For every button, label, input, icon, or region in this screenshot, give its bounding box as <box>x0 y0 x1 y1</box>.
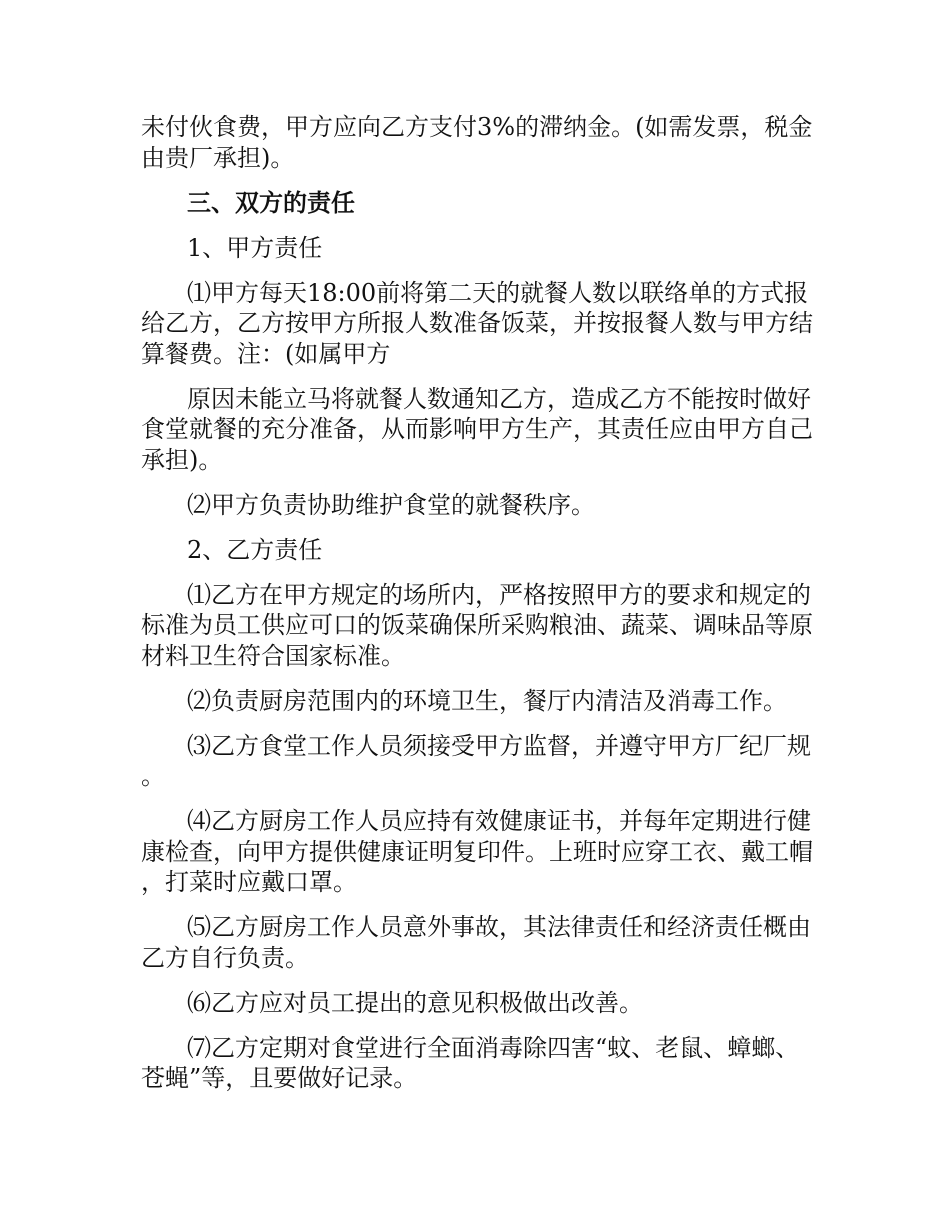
paragraph-a-item-1: ⑴甲方每天18:00前将第二天的就餐人数以联络单的方式报给乙方，乙方按甲方所报人数准备饭菜，并按报餐人数与甲方结算餐费。注：(如属甲方 <box>141 278 813 368</box>
paragraph-b-item-1: ⑴乙方在甲方规定的场所内，严格按照甲方的要求和规定的标准为员工供应可口的饭菜确保所采购粮油、蔬菜、调味品等原材料卫生符合国家标准。 <box>141 580 813 670</box>
subheading-party-a: 1、甲方责任 <box>187 233 323 262</box>
section-heading-responsibilities: 三、双方的责任 <box>187 187 355 217</box>
paragraph-b-item-2: ⑵负责厨房范围内的环境卫生，餐厅内清洁及消毒工作。 <box>187 686 787 715</box>
paragraph-late-fee: 未付伙食费，甲方应向乙方支付3%的滞纳金。(如需发票，税金由贵厂承担)。 <box>141 113 813 172</box>
paragraph-b-item-6: ⑹乙方应对员工提出的意见积极做出改善。 <box>187 988 643 1017</box>
subheading-party-b: 2、乙方责任 <box>187 535 323 564</box>
paragraph-a-item-1-cont: 原因未能立马将就餐人数通知乙方，造成乙方不能按时做好食堂就餐的充分准备，从而影响甲方生产，其责任应由甲方自己承担)。 <box>141 384 813 474</box>
paragraph-b-item-4: ⑷乙方厨房工作人员应持有效健康证书，并每年定期进行健康检查，向甲方提供健康证明复印件。上班时应穿工衣、戴工帽，打菜时应戴口罩。 <box>141 807 813 896</box>
document-body <box>141 112 813 1108</box>
paragraph-b-item-7: ⑺乙方定期对食堂进行全面消毒除四害“蚊、老鼠、蟑螂、苍蝇”等，且要做好记录。 <box>141 1033 800 1092</box>
paragraph-a-item-2: ⑵甲方负责协助维护食堂的就餐秩序。 <box>187 490 595 519</box>
paragraph-b-item-3: ⑶乙方食堂工作人员须接受甲方监督，并遵守甲方厂纪厂规。 <box>141 731 811 790</box>
paragraph-b-item-5: ⑸乙方厨房工作人员意外事故，其法律责任和经济责任概由乙方自行负责。 <box>141 913 811 972</box>
